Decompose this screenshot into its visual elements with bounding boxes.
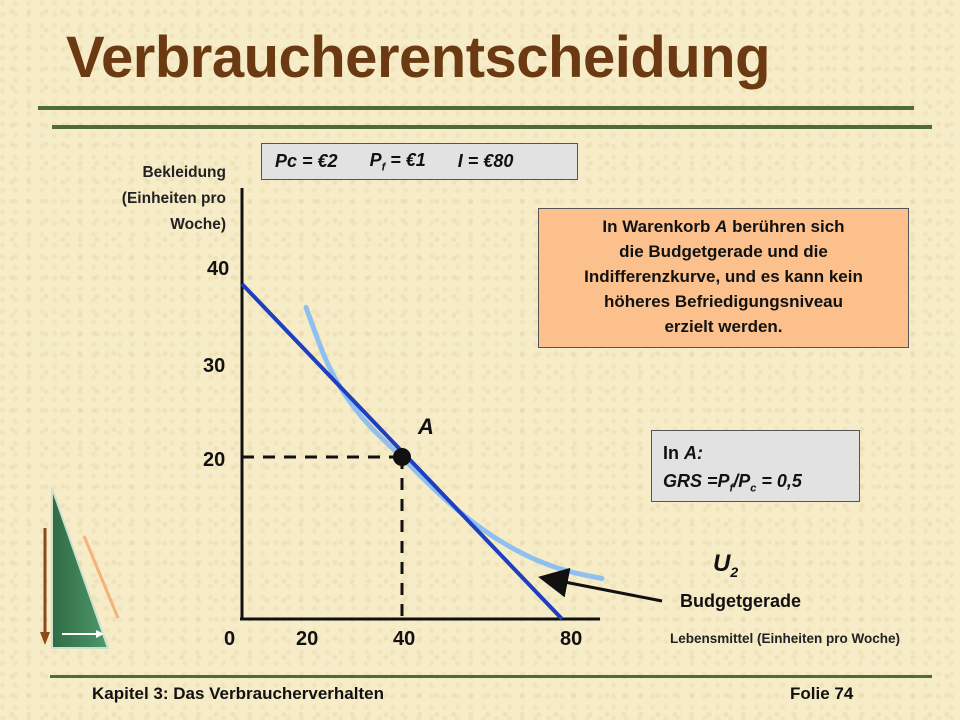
footer-slide-number: Folie 74 — [790, 684, 854, 703]
y-axis-label-line: Woche) — [170, 216, 226, 233]
y-axis-label — [70, 160, 226, 238]
price-food: $P_f$ = €1 — [369, 149, 426, 174]
grs-info-box — [651, 430, 860, 502]
x-tick-label: 20 — [296, 628, 319, 650]
y-tick-label: 40 — [207, 258, 230, 280]
price-clothing: Pc = €2 — [275, 151, 338, 171]
footer-chapter: Kapitel 3: Das Verbraucherverhalten — [92, 684, 384, 703]
slide-title: Verbraucherentscheidung — [66, 25, 771, 90]
point-a-label: A — [418, 414, 434, 439]
x-tick-label: 40 — [393, 628, 416, 650]
budget-line-label: Budgetgerade — [680, 591, 802, 611]
note-line: Indifferenzkurve, und es kann kein — [584, 267, 863, 286]
x-tick-label: 0 — [224, 628, 236, 650]
footer-rule — [50, 675, 932, 678]
tangency-note-box — [538, 208, 909, 348]
y-axis-label-line: (Einheiten pro — [121, 190, 226, 207]
y-tick-label: 20 — [203, 449, 226, 471]
note-line: erzielt werden. — [664, 317, 783, 336]
grs-heading: In A: — [663, 443, 703, 463]
indifference-curve-u2 — [306, 307, 602, 578]
y-tick-label: 30 — [203, 355, 226, 377]
grs-formula: GRS $=P_f/P_c = 0,5$ — [663, 471, 802, 495]
note-line: höheres Befriedigungsniveau — [604, 292, 843, 311]
x-tick-label: 80 — [560, 628, 583, 650]
point-a-marker — [393, 448, 411, 466]
price-info-box — [261, 143, 578, 180]
income-value: I = €80 — [457, 151, 514, 171]
x-axis-label: Lebensmittel (Einheiten pro Woche) — [669, 631, 900, 646]
curve-u2-label: $U_2$ — [713, 550, 739, 580]
y-axis-label-line: Bekleidung — [142, 164, 226, 181]
budget-arrow-icon — [544, 578, 662, 601]
note-line: die Budgetgerade und die — [619, 242, 828, 261]
note-line: In Warenkorb A berühren sich — [602, 217, 845, 236]
decorative-triangle-icon — [40, 488, 118, 648]
